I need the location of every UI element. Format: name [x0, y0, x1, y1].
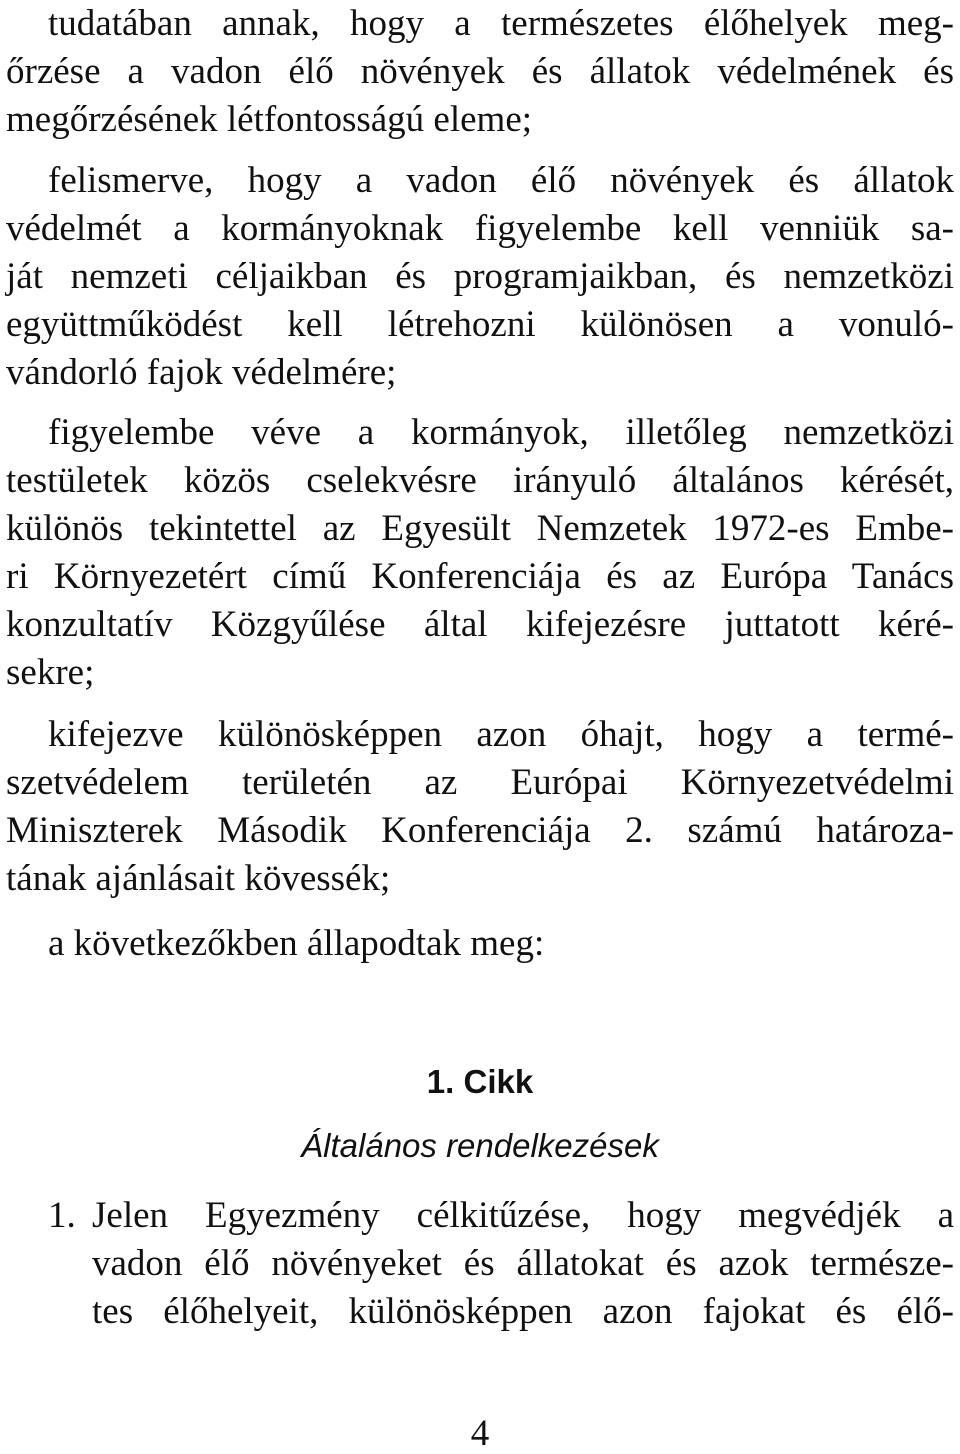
text-line: különös tekintettel az Egyesült Nemzetek 1972-es Embe- [6, 508, 954, 549]
text-line: tának ajánlásait kövessék; [6, 858, 391, 899]
paragraph-considering [6, 409, 954, 697]
text-line: vadon élő növényeket és állatokat és azok természe- [92, 1243, 954, 1284]
text-line: tudatában annak, hogy a természetes élőhelyek meg- [48, 3, 954, 44]
text-line: figyelembe véve a kormányok, illetőleg nemzetközi [48, 412, 954, 453]
text-line: Jelen Egyezmény célkitűzése, hogy megvédjék a [92, 1195, 954, 1236]
paragraph-recognizing [6, 157, 954, 397]
text-line: ját nemzeti céljaikban és programjaikban, és nemzetközi [6, 256, 954, 297]
text-line: szetvédelem területén az Európai Környezetvédelmi [6, 762, 954, 803]
text-line: védelmét a kormányoknak figyelembe kell venniük sa- [6, 208, 954, 249]
text-line: felismerve, hogy a vadon élő növények és állatok [48, 160, 954, 201]
text-line: őrzése a vadon élő növények és állatok védelmének és [6, 51, 954, 92]
text-line: vándorló fajok védelmére; [6, 352, 397, 393]
text-line: testületek közös cselekvésre irányuló általános kérését, [6, 460, 954, 501]
article-number: 1. Cikk [426, 1063, 534, 1100]
text-line: a következőkben állapodtak meg: [48, 923, 545, 964]
paragraph-agreed [6, 920, 954, 968]
text-line: Miniszterek Második Konferenciája 2. számú határoza- [6, 810, 954, 851]
text-line: sekre; [6, 652, 95, 693]
list-item-number: 1. [48, 1195, 76, 1236]
article-title: Általános rendelkezések [301, 1127, 659, 1164]
text-line: megőrzésének létfontosságú eleme; [6, 99, 533, 140]
page-number: 4 [470, 1413, 490, 1454]
text-line: ri Környezetért című Konferenciája és az Európa Tanács [6, 556, 954, 597]
list-item-body [92, 1192, 954, 1336]
paragraph-habitats [6, 0, 954, 144]
text-line: együttműködést kell létrehozni különösen a vonuló- [6, 304, 954, 345]
paragraph-expressing [6, 711, 954, 903]
text-line: tes élőhelyeit, különösképpen azon fajokat és élő- [92, 1291, 954, 1332]
text-line: kifejezve különösképpen azon óhajt, hogy a termé- [48, 714, 954, 755]
text-line: konzultatív Közgyűlése által kifejezésre juttatott kéré- [6, 604, 954, 645]
